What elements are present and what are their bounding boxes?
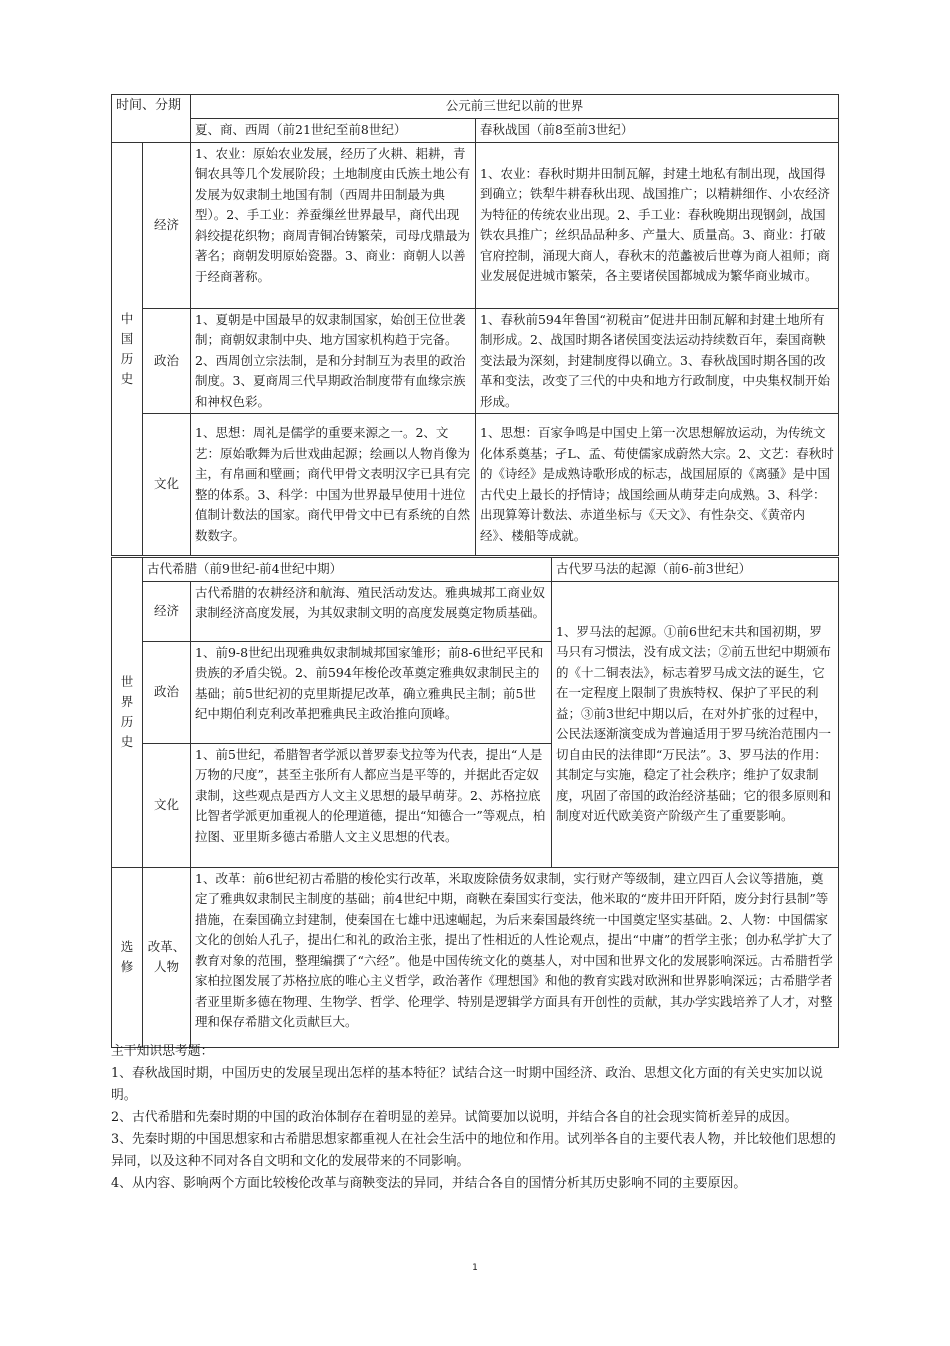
col-header-xia-shang-zhou: 夏、商、西周（前21世纪至前8世纪） [191,119,476,143]
review-questions [111,1041,846,1195]
era-title: 公元前三世纪以前的世界 [191,95,839,119]
world-history-label: 世界历史 [112,557,143,868]
world-economy-label: 经济 [143,581,191,641]
elective-text: 1、改革：前6世纪初古希腊的梭伦实行改革，米取废除债务奴隶制，实行财产等级制，建立四百人会议等措施，奠定了雅典奴隶制民主制度的基础；前4世纪中期，商鞅在秦国实行变法，他米取的“废井田开阡陌，废分封行县制”等措施，在秦国确立封建制，使秦国在七雄中迅速崛起，为后来秦国最终统一中国奠定坚实基础。2、人物：中国儒家文化的创始人孔子，提出仁和礼的政治主张，提出了性相近的人性论观点，提出“中庸”的哲学主张；创办私学扩大了教育对象的范围，整理编撰了“六经”。他是中国传统文化的奠基人，对中国和世界文化的发展影响深远。古希腊哲学家柏拉图发展了苏格拉底的唯心主义哲学，政治著作《理想国》和他的教育实践对欧洲和世界影响深远；古希腊学者者亚里斯多德在物理、生物学、哲学、伦理学、特别是逻辑学方面具有开创性的贡献，其办学实践培养了人才，对整理和保存希腊文化贡献巨大。 [191,867,839,1047]
questions-heading: 主干知识思考题： [111,1044,214,1059]
question-item: 2、古代希腊和先秦时期的中国的政治体制存在着明显的差异。试简要加以说明，并结合各自的社会现实简析差异的成因。 [111,1110,798,1125]
col-header-chunqiu-zhanguo: 春秋战国（前8至前3世纪） [476,119,839,143]
rome-law-text: 1、罗马法的起源。①前6世纪末共和国初期，罗马只有习惯法，没有成文法；②前五世纪中期颁布的《十二铜表法》，标志着罗马成文法的诞生，它在一定程度上限制了贵族特权、保护了平民的利益；③前3世纪中期以后，在对外扩张的过程中，公民法逐渐演变成为普遍适用于罗马统治范围内一切自由民的法律即“万民法”。3、罗马法的作用：其制定与实施，稳定了社会秩序；维护了奴隶制度，巩固了帝国的政治经济基础；它的很多原则和制度对近代欧美资产阶级产生了重要影响。 [552,581,839,867]
china-politics-label: 政治 [143,308,191,414]
question-item: 1、春秋战国时期，中国历史的发展呈现出怎样的基本特征？试结合这一时期中国经济、政治、思想文化方面的有关史实加以说明。 [111,1066,823,1103]
question-item: 4、从内容、影响两个方面比较梭伦改革与商鞅变法的异同，并结合各自的国情分析其历史影响不同的主要原因。 [111,1176,747,1191]
greece-economy: 古代希腊的农耕经济和航海、殖民活动发达。雅典城邦工商业奴隶制经济高度发展，为其奴隶制文明的高度发展奠定物质基础。 [191,581,552,641]
china-culture-cqzg: 1、思想：百家争鸣是中国史上第一次思想解放运动，为传统文化体系奠基；孑L、孟、荀使儒家成蔚然大宗。2、文艺：春秋时的《诗经》是成熟诗歌形成的标志，战国屈原的《离骚》是中国古代史上最长的抒情诗；战国绘画从萌芽走向成熟。3、科学：出现算筹计数法、赤道坐标与《天文》、有性杂交、《黄帝内经》、楼船等成就。 [476,414,839,557]
history-table [111,94,839,1048]
china-politics-xsz: 1、夏朝是中国最早的奴隶制国家，始创王位世袭制；商朝奴隶制中央、地方国家机构趋于完备。2、西周创立宗法制，是和分封制互为表里的政治制度。3、夏商周三代早期政治制度带有血缘宗族和神权色彩。 [191,308,476,414]
china-culture-xsz: 1、思想：周礼是儒学的重要来源之一。2、文艺：原始歌舞为后世戏曲起源；绘画以人物肖像为主，有帛画和壁画；商代甲骨文表明汉字已具有完整的体系。3、科学：中国为世界最早使用十进位值制计数法的国家。商代甲骨文中已有系统的自然数数字。 [191,414,476,557]
reform-people-label: 改革、人物 [143,867,191,1047]
world-culture-label: 文化 [143,743,191,867]
greece-title: 古代希腊（前9世纪-前4世纪中期） [143,557,552,582]
question-item: 3、先秦时期的中国思想家和古希腊思想家都重视人在社会生活中的地位和作用。试列举各自的主要代表人物，并比较他们思想的异同，以及这种不同对各自文明和文化的发展带来的不同影响。 [111,1132,836,1169]
china-economy-label: 经济 [143,142,191,308]
page-number: 1 [472,1263,478,1273]
china-politics-cqzg: 1、春秋前594年鲁国“初税亩”促进井田制瓦解和封建土地所有制形成。2、战国时期各诸侯国变法运动持续数百年，秦国商鞅变法最为深刻，封建制度得以确立。3、春秋战国时期各国的改革和变法，改变了三代的中央和地方行政制度，中央集权制开始形成。 [476,308,839,414]
elective-label: 选修 [112,867,143,1047]
china-culture-label: 文化 [143,414,191,557]
world-politics-label: 政治 [143,641,191,743]
china-economy-xsz: 1、农业：原始农业发展，经历了火耕、耜耕，青铜农具等几个发展阶段；土地制度由氏族土地公有发展为奴隶制土地国有制（西周井田制最为典型）。2、手工业：养蚕缫丝世界最早，商代出现斜绞提花织物；商周青铜冶铸繁荣，司母戊鼎最为著名；商朝发明原始瓷器。3、商业：商朝人以善于经商著称。 [191,142,476,308]
greece-politics: 1、前9-8世纪出现雅典奴隶制城邦国家雏形；前8-6世纪平民和贵族的矛盾尖锐。2、前594年梭伦改革奠定雅典奴隶制民主的基础；前5世纪初的克里斯提尼改革，确立雅典民主制；前5世纪中期伯利克利改革把雅典民主政治推向顶峰。 [191,641,552,743]
china-economy-cqzg: 1、农业：春秋时期井田制瓦解，封建土地私有制出现，战国得到确立；铁犁牛耕春秋出现、战国推广；以精耕细作、小农经济为特征的传统农业出现。2、手工业：春秋晚期出现钢剑，战国铁农具推广；丝织品品种多、产量大、质量高。3、商业：打破官府控制，涌现大商人，春秋末的范蠡被后世尊为商人祖师；商业发展促进城市繁荣，各主要诸侯国都城成为繁华商业城市。 [476,142,839,308]
rome-title: 古代罗马法的起源（前6-前3世纪） [552,557,839,582]
china-history-label: 中国历史 [112,142,143,557]
time-period-label: 时间、分期 [112,95,191,143]
greece-culture: 1、前5世纪，希腊智者学派以普罗泰戈拉等为代表，提出“人是万物的尺度”，甚至主张所有人都应当是平等的，并据此否定奴隶制，这些观点是西方人文主义思想的最早萌芽。2、苏格拉底比智者学派更加重视人的伦理道德，提出“知德合一”等观点，柏拉图、亚里斯多德古希腊人文主义思想的代表。 [191,743,552,867]
